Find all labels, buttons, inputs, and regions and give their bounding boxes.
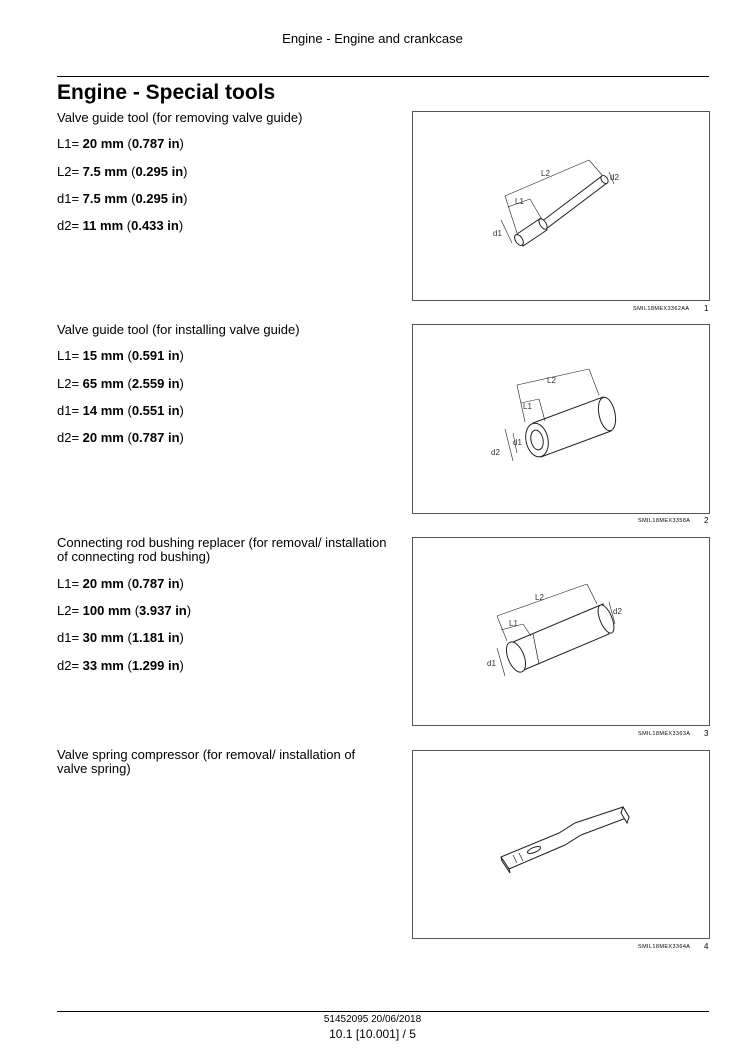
tool-description-3 <box>57 535 387 673</box>
dim-label-d2: d2 <box>613 607 622 616</box>
spec-d1: d1= 14 mm (0.551 in) <box>57 403 184 418</box>
dim-label-l1: L1 <box>523 402 532 411</box>
dim-label-l1: L1 <box>509 619 518 628</box>
figure-ref-4: SMIL18MEX3364A <box>638 944 691 950</box>
spec-d1: d1= 7.5 mm (0.295 in) <box>57 191 188 206</box>
tool-title-1: Valve guide tool (for removing valve guide) <box>57 110 303 125</box>
dim-label-d2: d2 <box>491 448 500 457</box>
tool-title-2: Valve guide tool (for installing valve guide) <box>57 322 300 337</box>
tool-description-1 <box>57 110 387 233</box>
spec-d2: d2= 11 mm (0.433 in) <box>57 218 184 233</box>
figure-frame-2 <box>412 324 710 514</box>
dim-label-d1: d1 <box>487 659 496 668</box>
figure-number-1: 1 <box>704 304 709 313</box>
valve-guide-remover-drawing <box>413 112 709 300</box>
footer-divider <box>57 1011 709 1012</box>
dim-label-l1: L1 <box>515 197 524 206</box>
figure-frame-4 <box>412 750 710 939</box>
spec-l2: L2= 100 mm (3.937 in) <box>57 603 192 618</box>
dim-label-d1: d1 <box>493 229 502 238</box>
figure-number-3: 3 <box>704 729 709 738</box>
figure-number-2: 2 <box>704 516 709 525</box>
valve-guide-installer-drawing <box>413 325 709 513</box>
spec-l1: L1= 20 mm (0.787 in) <box>57 576 184 591</box>
spec-l1: L1= 20 mm (0.787 in) <box>57 136 184 151</box>
dim-label-l2: L2 <box>535 593 544 602</box>
figure-frame-1 <box>412 111 710 301</box>
dim-label-l2: L2 <box>547 376 556 385</box>
footer-page-number: 10.1 [10.001] / 5 <box>329 1027 416 1041</box>
bushing-replacer-drawing <box>413 538 709 725</box>
figure-frame-3 <box>412 537 710 726</box>
tool-description-2 <box>57 322 387 445</box>
header-divider <box>57 76 709 77</box>
valve-spring-compressor-drawing <box>413 751 709 938</box>
tool-description-4 <box>57 748 387 776</box>
figure-ref-3: SMIL18MEX3363A <box>638 731 691 737</box>
tool-title-4: Valve spring compressor (for removal/ installation of valve spring) <box>57 747 356 776</box>
section-title: Engine - Special tools <box>57 81 276 104</box>
dim-label-d2: d2 <box>610 173 619 182</box>
dim-label-l2: L2 <box>541 169 550 178</box>
spec-d1: d1= 30 mm (1.181 in) <box>57 630 184 645</box>
figure-ref-1: SMIL18MEX3362AA <box>633 306 690 312</box>
spec-l2: L2= 65 mm (2.559 in) <box>57 376 184 391</box>
dim-label-d1: d1 <box>513 438 522 447</box>
figure-ref-2: SMIL18MEX3358A <box>638 518 691 524</box>
figure-number-4: 4 <box>704 942 709 951</box>
spec-d2: d2= 20 mm (0.787 in) <box>57 430 184 445</box>
footer-doc-id: 51452095 20/06/2018 <box>323 1014 422 1025</box>
running-header: Engine - Engine and crankcase <box>282 31 463 46</box>
spec-l1: L1= 15 mm (0.591 in) <box>57 348 184 363</box>
tool-title-3: Connecting rod bushing replacer (for removal/ installation of connecting rod bushing) <box>57 535 387 564</box>
spec-d2: d2= 33 mm (1.299 in) <box>57 658 184 673</box>
spec-l2: L2= 7.5 mm (0.295 in) <box>57 164 188 179</box>
